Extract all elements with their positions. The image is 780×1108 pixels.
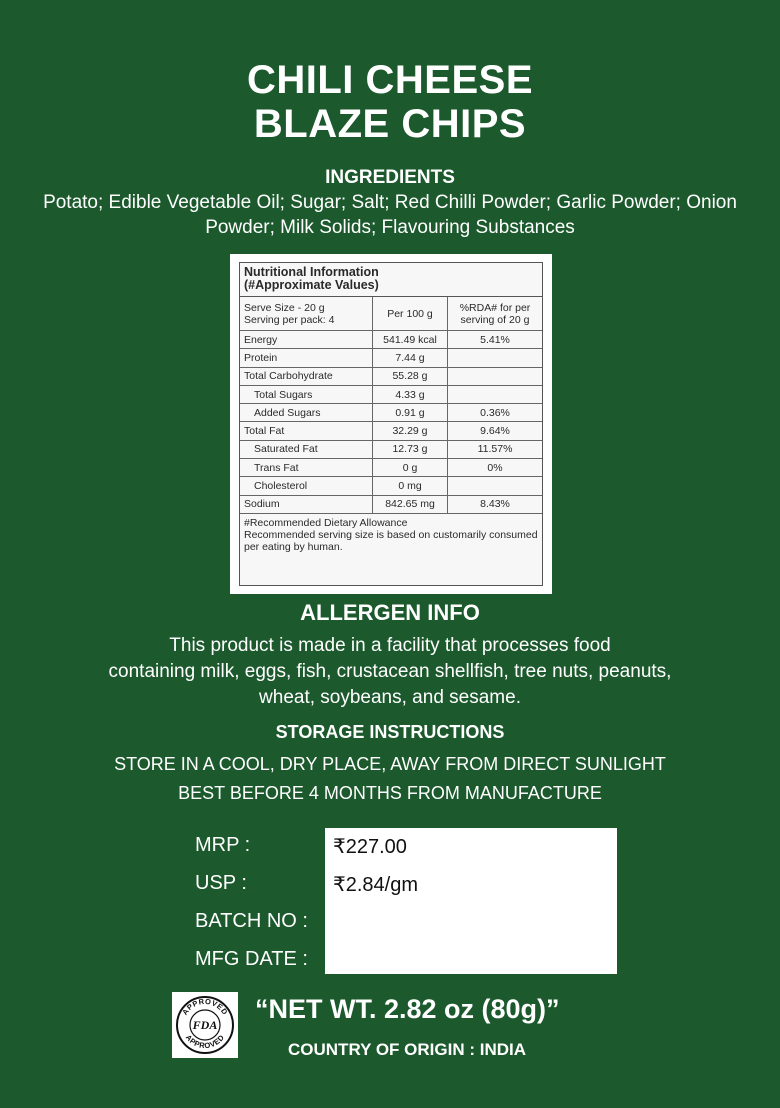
nutrient-per100: 0.91 g: [373, 404, 448, 422]
nutrient-per100: 12.73 g: [373, 440, 448, 458]
nutrient-name: Cholesterol: [240, 477, 373, 495]
serving-per-pack: Serving per pack: 4: [244, 313, 335, 326]
nutrient-name: Total Carbohydrate: [240, 367, 373, 385]
storage-line-1: STORE IN A COOL, DRY PLACE, AWAY FROM DIRECT SUNLIGHT: [114, 754, 666, 774]
nutrition-frame: [239, 262, 543, 586]
nutrient-name: Total Fat: [240, 422, 373, 440]
nutrition-header-row: [240, 297, 542, 331]
net-weight: “NET WT. 2.82 oz (80g)”: [255, 994, 560, 1024]
nutrient-name: Total Sugars: [240, 385, 373, 403]
nutrient-rda: 11.57%: [448, 440, 543, 458]
table-row: [240, 422, 542, 440]
country-of-origin: COUNTRY OF ORIGIN : INDIA: [288, 1040, 526, 1059]
product-title-line1: CHILI CHEESE: [246, 58, 534, 102]
nutrient-rda: [448, 477, 543, 495]
allergen-heading: ALLERGEN INFO: [300, 600, 480, 625]
nutrient-rda: 5.41%: [448, 331, 543, 349]
nutrient-name: Trans Fat: [240, 459, 373, 477]
ingredients-heading: INGREDIENTS: [325, 167, 455, 188]
serve-info-cell: [240, 297, 373, 331]
product-title: [0, 58, 780, 146]
storage-heading: STORAGE INSTRUCTIONS: [275, 722, 505, 742]
nutrient-rda: [448, 349, 543, 367]
table-row: [240, 385, 542, 403]
allergen-text: [60, 633, 720, 711]
usp-label: USP :: [195, 872, 247, 894]
nutrient-rda: [448, 385, 543, 403]
nutrient-per100: 0 g: [373, 459, 448, 477]
table-row: [240, 459, 542, 477]
nutrition-heading-title: Nutritional Information: [244, 265, 379, 279]
nutrient-per100: 7.44 g: [373, 349, 448, 367]
serve-size: Serve Size - 20 g: [244, 301, 325, 314]
mrp-label: MRP :: [195, 834, 251, 856]
nutrition-heading: [240, 263, 542, 297]
rda-header: %RDA# for per serving of 20 g: [448, 297, 543, 331]
rda-footnote: #Recommended Dietary Allowance: [244, 516, 408, 529]
allergen-line-1: This product is made in a facility that processes food: [169, 635, 611, 656]
nutrition-footnote: [240, 514, 542, 556]
svg-text:APPROVED: APPROVED: [180, 996, 230, 1017]
batch-label: BATCH NO :: [195, 910, 308, 932]
fda-seal-graphic: [172, 992, 238, 1058]
nutrient-name: Sodium: [240, 495, 373, 513]
nutrient-per100: 55.28 g: [373, 367, 448, 385]
mrp-value: ₹227.00: [333, 836, 407, 858]
svg-text:APPROVED: APPROVED: [183, 1032, 227, 1051]
nutrient-rda: 9.64%: [448, 422, 543, 440]
table-row: [240, 440, 542, 458]
fda-approved-icon: [172, 992, 238, 1058]
storage-line-2: BEST BEFORE 4 MONTHS FROM MANUFACTURE: [178, 783, 602, 803]
allergen-line-3: wheat, soybeans, and sesame.: [259, 687, 521, 708]
nutrient-per100: 4.33 g: [373, 385, 448, 403]
nutrient-rda: 0.36%: [448, 404, 543, 422]
nutrient-per100: 842.65 mg: [373, 495, 448, 513]
table-row: [240, 495, 542, 513]
per100-header: Per 100 g: [373, 297, 448, 331]
table-row: [240, 331, 542, 349]
nutrient-rda: [448, 367, 543, 385]
storage-text: [0, 750, 780, 808]
nutrition-panel: [230, 254, 552, 594]
table-row: [240, 477, 542, 495]
allergen-line-2: containing milk, eggs, fish, crustacean shellfish, tree nuts, peanuts,: [108, 661, 672, 682]
mfg-date-label: MFG DATE :: [195, 948, 308, 970]
nutrient-rda: 8.43%: [448, 495, 543, 513]
serving-footnote: Recommended serving size is based on customarily consumed per eating by human.: [244, 528, 538, 553]
nutrient-name: Energy: [240, 331, 373, 349]
nutrition-heading-subtitle: (#Approximate Values): [244, 278, 379, 292]
nutrient-per100: 32.29 g: [373, 422, 448, 440]
table-row: [240, 367, 542, 385]
svg-text:FDA: FDA: [192, 1018, 218, 1032]
ingredients-text: Potato; Edible Vegetable Oil; Sugar; Salt; Red Chilli Powder; Garlic Powder; Onion Powder; Milk Solids; Flavouring Substances: [43, 192, 737, 238]
usp-value: ₹2.84/gm: [333, 874, 418, 896]
product-title-line2: BLAZE CHIPS: [253, 102, 527, 146]
nutrition-table: [240, 297, 542, 514]
nutrient-name: Protein: [240, 349, 373, 367]
nutrient-name: Added Sugars: [240, 404, 373, 422]
nutrient-per100: 541.49 kcal: [373, 331, 448, 349]
table-row: [240, 349, 542, 367]
nutrient-name: Saturated Fat: [240, 440, 373, 458]
nutrient-rda: 0%: [448, 459, 543, 477]
nutrient-per100: 0 mg: [373, 477, 448, 495]
table-row: [240, 404, 542, 422]
